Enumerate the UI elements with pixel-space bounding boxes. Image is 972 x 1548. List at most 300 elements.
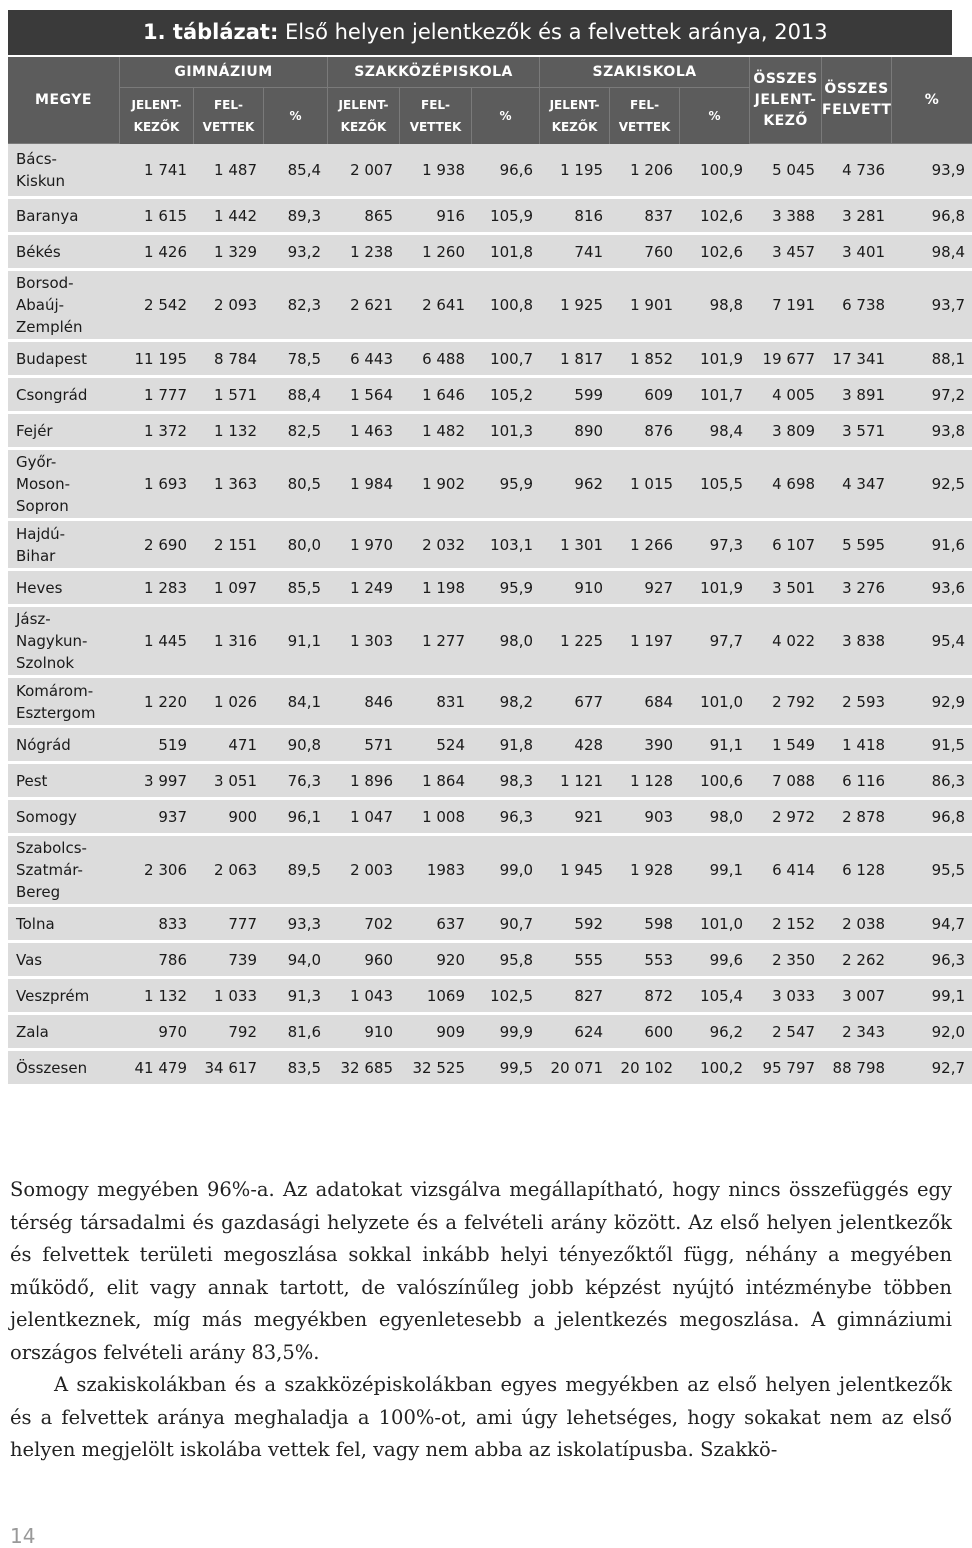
cell-szki-jelentkezok: 592 xyxy=(540,907,610,943)
cell-szkp-felvettek: 1 277 xyxy=(400,607,472,678)
cell-szki-felvettek: 1 901 xyxy=(610,271,680,342)
cell-osszes-jelentkezo: 2 972 xyxy=(750,800,822,836)
cell-szki-percent: 91,1 xyxy=(680,728,750,764)
cell-szki-jelentkezok: 1 301 xyxy=(540,521,610,571)
cell-szki-jelentkezok: 20 071 xyxy=(540,1051,610,1087)
cell-szki-felvettek: 598 xyxy=(610,907,680,943)
cell-szki-felvettek: 837 xyxy=(610,199,680,235)
cell-szkp-percent: 95,9 xyxy=(472,450,540,521)
cell-gim-percent: 84,1 xyxy=(264,678,328,728)
cell-osszes-felvett: 5 595 xyxy=(822,521,892,571)
cell-szki-felvettek: 872 xyxy=(610,979,680,1015)
cell-gim-felvettek: 1 363 xyxy=(194,450,264,521)
header-gimnazium: GIMNÁZIUM xyxy=(120,57,328,88)
page-number: 14 xyxy=(10,1524,36,1548)
header-gim-felvettek: FEL- VETTEK xyxy=(194,88,264,144)
cell-gim-felvettek: 2 151 xyxy=(194,521,264,571)
cell-szkp-jelentkezok: 1 043 xyxy=(328,979,400,1015)
cell-gim-felvettek: 1 571 xyxy=(194,378,264,414)
county-name: Összesen xyxy=(8,1051,120,1087)
cell-szkp-jelentkezok: 6 443 xyxy=(328,342,400,378)
county-name: Nógrád xyxy=(8,728,120,764)
cell-osszes-jelentkezo: 3 033 xyxy=(750,979,822,1015)
cell-osszes-percent: 92,5 xyxy=(892,450,972,521)
cell-szki-felvettek: 760 xyxy=(610,235,680,271)
table-row xyxy=(8,979,972,1015)
cell-szkp-jelentkezok: 1 896 xyxy=(328,764,400,800)
cell-osszes-jelentkezo: 4 005 xyxy=(750,378,822,414)
cell-szki-jelentkezok: 827 xyxy=(540,979,610,1015)
cell-osszes-jelentkezo: 6 107 xyxy=(750,521,822,571)
header-szkp-felvettek: FEL- VETTEK xyxy=(400,88,472,144)
cell-osszes-percent: 92,0 xyxy=(892,1015,972,1051)
cell-osszes-felvett: 3 838 xyxy=(822,607,892,678)
cell-szkp-percent: 100,7 xyxy=(472,342,540,378)
cell-osszes-felvett: 3 007 xyxy=(822,979,892,1015)
cell-szkp-jelentkezok: 571 xyxy=(328,728,400,764)
cell-gim-felvettek: 792 xyxy=(194,1015,264,1051)
cell-szki-jelentkezok: 921 xyxy=(540,800,610,836)
cell-gim-percent: 93,2 xyxy=(264,235,328,271)
cell-gim-felvettek: 34 617 xyxy=(194,1051,264,1087)
cell-osszes-percent: 96,8 xyxy=(892,800,972,836)
cell-osszes-jelentkezo: 3 501 xyxy=(750,571,822,607)
cell-szkp-jelentkezok: 1 564 xyxy=(328,378,400,414)
cell-osszes-jelentkezo: 4 698 xyxy=(750,450,822,521)
cell-gim-felvettek: 1 487 xyxy=(194,144,264,199)
table-row xyxy=(8,836,972,907)
cell-szki-percent: 98,8 xyxy=(680,271,750,342)
cell-szki-felvettek: 876 xyxy=(610,414,680,450)
cell-gim-percent: 89,3 xyxy=(264,199,328,235)
cell-szkp-jelentkezok: 1 249 xyxy=(328,571,400,607)
cell-szkp-percent: 99,5 xyxy=(472,1051,540,1087)
cell-osszes-percent: 93,6 xyxy=(892,571,972,607)
cell-szkp-felvettek: 1983 xyxy=(400,836,472,907)
cell-szkp-felvettek: 1069 xyxy=(400,979,472,1015)
cell-osszes-percent: 86,3 xyxy=(892,764,972,800)
header-szakiskola: SZAKISKOLA xyxy=(540,57,750,88)
cell-szkp-felvettek: 1 008 xyxy=(400,800,472,836)
cell-osszes-percent: 88,1 xyxy=(892,342,972,378)
cell-szki-felvettek: 684 xyxy=(610,678,680,728)
cell-szkp-percent: 102,5 xyxy=(472,979,540,1015)
cell-gim-jelentkezok: 2 690 xyxy=(120,521,194,571)
cell-osszes-felvett: 6 128 xyxy=(822,836,892,907)
cell-szkp-felvettek: 1 482 xyxy=(400,414,472,450)
cell-osszes-percent: 91,6 xyxy=(892,521,972,571)
county-name: Baranya xyxy=(8,199,120,235)
cell-szkp-jelentkezok: 1 238 xyxy=(328,235,400,271)
cell-gim-percent: 91,3 xyxy=(264,979,328,1015)
cell-osszes-percent: 94,7 xyxy=(892,907,972,943)
cell-szkp-felvettek: 6 488 xyxy=(400,342,472,378)
cell-osszes-jelentkezo: 3 388 xyxy=(750,199,822,235)
table-row xyxy=(8,907,972,943)
cell-szki-percent: 97,7 xyxy=(680,607,750,678)
cell-gim-percent: 85,4 xyxy=(264,144,328,199)
county-name: Komárom- Esztergom xyxy=(8,678,120,728)
cell-osszes-percent: 99,1 xyxy=(892,979,972,1015)
cell-gim-felvettek: 2 093 xyxy=(194,271,264,342)
cell-szki-percent: 99,1 xyxy=(680,836,750,907)
cell-gim-jelentkezok: 1 426 xyxy=(120,235,194,271)
cell-osszes-jelentkezo: 6 414 xyxy=(750,836,822,907)
cell-szkp-jelentkezok: 865 xyxy=(328,199,400,235)
cell-gim-jelentkezok: 1 283 xyxy=(120,571,194,607)
cell-szkp-jelentkezok: 1 984 xyxy=(328,450,400,521)
cell-szki-felvettek: 609 xyxy=(610,378,680,414)
table-body xyxy=(8,144,972,1087)
table-row xyxy=(8,450,972,521)
cell-gim-percent: 88,4 xyxy=(264,378,328,414)
cell-osszes-jelentkezo: 19 677 xyxy=(750,342,822,378)
cell-gim-felvettek: 1 442 xyxy=(194,199,264,235)
table-row xyxy=(8,342,972,378)
cell-gim-jelentkezok: 1 445 xyxy=(120,607,194,678)
cell-szkp-jelentkezok: 2 007 xyxy=(328,144,400,199)
cell-szkp-percent: 90,7 xyxy=(472,907,540,943)
cell-szki-jelentkezok: 677 xyxy=(540,678,610,728)
cell-szki-felvettek: 903 xyxy=(610,800,680,836)
cell-szkp-felvettek: 637 xyxy=(400,907,472,943)
cell-osszes-percent: 96,8 xyxy=(892,199,972,235)
cell-osszes-jelentkezo: 3 809 xyxy=(750,414,822,450)
cell-osszes-jelentkezo: 5 045 xyxy=(750,144,822,199)
cell-gim-jelentkezok: 2 306 xyxy=(120,836,194,907)
cell-gim-percent: 93,3 xyxy=(264,907,328,943)
header-gim-jelentkezok: JELENT- KEZŐK xyxy=(120,88,194,144)
cell-osszes-felvett: 6 738 xyxy=(822,271,892,342)
cell-osszes-percent: 91,5 xyxy=(892,728,972,764)
county-name: Tolna xyxy=(8,907,120,943)
header-szkp-jelentkezok: JELENT- KEZŐK xyxy=(328,88,400,144)
table-row xyxy=(8,764,972,800)
cell-szki-percent: 98,4 xyxy=(680,414,750,450)
cell-szki-felvettek: 1 266 xyxy=(610,521,680,571)
cell-szkp-felvettek: 32 525 xyxy=(400,1051,472,1087)
cell-szki-percent: 96,2 xyxy=(680,1015,750,1051)
cell-osszes-percent: 93,7 xyxy=(892,271,972,342)
cell-szkp-felvettek: 1 938 xyxy=(400,144,472,199)
header-gim-percent: % xyxy=(264,88,328,144)
cell-gim-percent: 90,8 xyxy=(264,728,328,764)
cell-szkp-percent: 101,8 xyxy=(472,235,540,271)
cell-szki-felvettek: 1 015 xyxy=(610,450,680,521)
cell-szki-jelentkezok: 1 195 xyxy=(540,144,610,199)
cell-gim-percent: 80,0 xyxy=(264,521,328,571)
cell-szkp-percent: 105,2 xyxy=(472,378,540,414)
cell-szki-jelentkezok: 1 225 xyxy=(540,607,610,678)
cell-szki-felvettek: 927 xyxy=(610,571,680,607)
cell-osszes-felvett: 2 038 xyxy=(822,907,892,943)
table-row xyxy=(8,571,972,607)
cell-szki-percent: 97,3 xyxy=(680,521,750,571)
cell-szkp-percent: 98,3 xyxy=(472,764,540,800)
header-megye: MEGYE xyxy=(8,57,120,144)
cell-osszes-percent: 95,5 xyxy=(892,836,972,907)
cell-gim-felvettek: 1 097 xyxy=(194,571,264,607)
cell-szki-jelentkezok: 1 925 xyxy=(540,271,610,342)
cell-osszes-jelentkezo: 2 152 xyxy=(750,907,822,943)
cell-szkp-felvettek: 831 xyxy=(400,678,472,728)
cell-gim-percent: 96,1 xyxy=(264,800,328,836)
cell-gim-jelentkezok: 1 615 xyxy=(120,199,194,235)
cell-szki-percent: 101,0 xyxy=(680,678,750,728)
admission-table xyxy=(8,57,972,1087)
table-row xyxy=(8,1015,972,1051)
table-row xyxy=(8,678,972,728)
cell-szki-jelentkezok: 428 xyxy=(540,728,610,764)
county-name: Bács- Kiskun xyxy=(8,144,120,199)
cell-gim-jelentkezok: 41 479 xyxy=(120,1051,194,1087)
cell-osszes-jelentkezo: 2 350 xyxy=(750,943,822,979)
cell-gim-felvettek: 739 xyxy=(194,943,264,979)
cell-szkp-felvettek: 1 198 xyxy=(400,571,472,607)
table-row xyxy=(8,235,972,271)
county-name: Hajdú- Bihar xyxy=(8,521,120,571)
county-name: Budapest xyxy=(8,342,120,378)
cell-szki-percent: 101,7 xyxy=(680,378,750,414)
cell-szkp-percent: 99,9 xyxy=(472,1015,540,1051)
cell-osszes-felvett: 2 878 xyxy=(822,800,892,836)
table-title-prefix: 1. táblázat: xyxy=(143,20,279,44)
county-name: Csongrád xyxy=(8,378,120,414)
cell-gim-percent: 82,5 xyxy=(264,414,328,450)
cell-gim-felvettek: 1 329 xyxy=(194,235,264,271)
county-name: Vas xyxy=(8,943,120,979)
cell-szkp-jelentkezok: 1 970 xyxy=(328,521,400,571)
cell-osszes-felvett: 88 798 xyxy=(822,1051,892,1087)
cell-osszes-percent: 93,8 xyxy=(892,414,972,450)
cell-szki-felvettek: 600 xyxy=(610,1015,680,1051)
cell-gim-percent: 91,1 xyxy=(264,607,328,678)
county-name: Borsod- Abaúj- Zemplén xyxy=(8,271,120,342)
paragraph-1: Somogy megyében 96%-a. Az adatokat vizsgálva megállapítható, hogy nincs összefüggés egy térség társadalmi és gazdasági helyzete és a felvételi arány között. Az első helyen jelentkezők és felvettek területi megoszlása sokkal inkább helyi tényezőktől függ, néhány a megyében működő, elit vagy annak tartott, de valószínűleg jobb képzést nyújtó intézménybe többen jelentkeznek, míg más megyékben egyenletesebb a jelentkezés megoszlása. A gimnáziumi országos felvételi arány 83,5%. xyxy=(10,1178,952,1364)
paragraph-2: A szakiskolákban és a szakközépiskolákban egyes megyékben az első helyen jelentkezők és a felvettek aránya meghaladja a 100%-ot, ami úgy lehetséges, hogy sokakat nem az első helyen megjelölt iskolába vettek fel, vagy nem abba az iskolatípusba. Szakkö- xyxy=(10,1373,952,1461)
cell-szkp-percent: 95,9 xyxy=(472,571,540,607)
cell-gim-jelentkezok: 937 xyxy=(120,800,194,836)
cell-osszes-felvett: 17 341 xyxy=(822,342,892,378)
cell-szkp-felvettek: 1 902 xyxy=(400,450,472,521)
cell-szkp-felvettek: 1 260 xyxy=(400,235,472,271)
cell-szkp-felvettek: 1 864 xyxy=(400,764,472,800)
cell-gim-jelentkezok: 970 xyxy=(120,1015,194,1051)
cell-osszes-felvett: 3 571 xyxy=(822,414,892,450)
table-row xyxy=(8,414,972,450)
table-row xyxy=(8,1051,972,1087)
header-row-groups xyxy=(8,57,972,88)
county-name: Heves xyxy=(8,571,120,607)
table-row xyxy=(8,199,972,235)
cell-szki-jelentkezok: 741 xyxy=(540,235,610,271)
cell-szkp-jelentkezok: 2 621 xyxy=(328,271,400,342)
cell-osszes-felvett: 2 593 xyxy=(822,678,892,728)
cell-szkp-percent: 105,9 xyxy=(472,199,540,235)
cell-gim-percent: 82,3 xyxy=(264,271,328,342)
county-name: Jász- Nagykun- Szolnok xyxy=(8,607,120,678)
cell-gim-felvettek: 1 033 xyxy=(194,979,264,1015)
cell-szki-percent: 101,9 xyxy=(680,342,750,378)
table-row xyxy=(8,607,972,678)
cell-gim-percent: 80,5 xyxy=(264,450,328,521)
cell-szki-percent: 105,5 xyxy=(680,450,750,521)
table-title-text: Első helyen jelentkezők és a felvettek aránya, 2013 xyxy=(285,20,828,44)
cell-osszes-felvett: 3 401 xyxy=(822,235,892,271)
cell-szki-jelentkezok: 1 945 xyxy=(540,836,610,907)
cell-gim-jelentkezok: 1 132 xyxy=(120,979,194,1015)
cell-szkp-jelentkezok: 2 003 xyxy=(328,836,400,907)
header-osszes-percent: % xyxy=(892,57,972,144)
cell-szkp-felvettek: 920 xyxy=(400,943,472,979)
table-row xyxy=(8,728,972,764)
cell-szki-jelentkezok: 1 817 xyxy=(540,342,610,378)
cell-szki-jelentkezok: 599 xyxy=(540,378,610,414)
cell-osszes-jelentkezo: 2 792 xyxy=(750,678,822,728)
cell-osszes-jelentkezo: 4 022 xyxy=(750,607,822,678)
cell-gim-jelentkezok: 1 220 xyxy=(120,678,194,728)
cell-szki-percent: 99,6 xyxy=(680,943,750,979)
cell-szki-jelentkezok: 890 xyxy=(540,414,610,450)
cell-gim-percent: 89,5 xyxy=(264,836,328,907)
county-name: Pest xyxy=(8,764,120,800)
cell-szkp-jelentkezok: 32 685 xyxy=(328,1051,400,1087)
cell-gim-percent: 78,5 xyxy=(264,342,328,378)
table-row xyxy=(8,144,972,199)
cell-szkp-jelentkezok: 1 047 xyxy=(328,800,400,836)
cell-gim-percent: 81,6 xyxy=(264,1015,328,1051)
cell-szki-percent: 100,2 xyxy=(680,1051,750,1087)
header-osszes-jelentkezo: ÖSSZES JELENT- KEZŐ xyxy=(750,57,822,144)
cell-gim-jelentkezok: 2 542 xyxy=(120,271,194,342)
cell-gim-jelentkezok: 833 xyxy=(120,907,194,943)
cell-gim-jelentkezok: 519 xyxy=(120,728,194,764)
cell-szkp-felvettek: 2 641 xyxy=(400,271,472,342)
cell-szki-jelentkezok: 1 121 xyxy=(540,764,610,800)
cell-szki-felvettek: 390 xyxy=(610,728,680,764)
cell-gim-jelentkezok: 1 777 xyxy=(120,378,194,414)
county-name: Győr- Moson- Sopron xyxy=(8,450,120,521)
table-row xyxy=(8,943,972,979)
cell-gim-felvettek: 1 026 xyxy=(194,678,264,728)
county-name: Szabolcs- Szatmár- Bereg xyxy=(8,836,120,907)
cell-osszes-percent: 92,9 xyxy=(892,678,972,728)
cell-osszes-jelentkezo: 1 549 xyxy=(750,728,822,764)
cell-szki-percent: 102,6 xyxy=(680,235,750,271)
county-name: Somogy xyxy=(8,800,120,836)
cell-osszes-percent: 93,9 xyxy=(892,144,972,199)
cell-szkp-percent: 91,8 xyxy=(472,728,540,764)
cell-szkp-felvettek: 1 646 xyxy=(400,378,472,414)
cell-szki-felvettek: 553 xyxy=(610,943,680,979)
cell-szkp-percent: 96,3 xyxy=(472,800,540,836)
cell-szkp-felvettek: 2 032 xyxy=(400,521,472,571)
cell-szki-jelentkezok: 962 xyxy=(540,450,610,521)
cell-osszes-percent: 97,2 xyxy=(892,378,972,414)
cell-osszes-felvett: 2 262 xyxy=(822,943,892,979)
cell-szki-percent: 101,9 xyxy=(680,571,750,607)
cell-osszes-jelentkezo: 7 088 xyxy=(750,764,822,800)
cell-osszes-percent: 98,4 xyxy=(892,235,972,271)
cell-gim-jelentkezok: 1 741 xyxy=(120,144,194,199)
cell-osszes-felvett: 1 418 xyxy=(822,728,892,764)
cell-osszes-felvett: 4 347 xyxy=(822,450,892,521)
cell-szki-jelentkezok: 624 xyxy=(540,1015,610,1051)
cell-osszes-jelentkezo: 7 191 xyxy=(750,271,822,342)
cell-szkp-jelentkezok: 910 xyxy=(328,1015,400,1051)
cell-osszes-percent: 92,7 xyxy=(892,1051,972,1087)
cell-gim-felvettek: 777 xyxy=(194,907,264,943)
cell-szki-jelentkezok: 555 xyxy=(540,943,610,979)
cell-szkp-felvettek: 909 xyxy=(400,1015,472,1051)
cell-szki-felvettek: 1 197 xyxy=(610,607,680,678)
cell-szki-felvettek: 20 102 xyxy=(610,1051,680,1087)
cell-osszes-percent: 96,3 xyxy=(892,943,972,979)
table-row xyxy=(8,800,972,836)
cell-gim-felvettek: 2 063 xyxy=(194,836,264,907)
county-name: Békés xyxy=(8,235,120,271)
cell-szki-percent: 101,0 xyxy=(680,907,750,943)
cell-szki-percent: 100,6 xyxy=(680,764,750,800)
cell-gim-jelentkezok: 1 693 xyxy=(120,450,194,521)
cell-szkp-felvettek: 916 xyxy=(400,199,472,235)
cell-gim-jelentkezok: 11 195 xyxy=(120,342,194,378)
cell-szkp-percent: 98,0 xyxy=(472,607,540,678)
cell-szki-percent: 100,9 xyxy=(680,144,750,199)
header-szki-percent: % xyxy=(680,88,750,144)
cell-gim-jelentkezok: 786 xyxy=(120,943,194,979)
cell-gim-felvettek: 3 051 xyxy=(194,764,264,800)
table-row xyxy=(8,521,972,571)
cell-gim-percent: 94,0 xyxy=(264,943,328,979)
cell-szki-felvettek: 1 128 xyxy=(610,764,680,800)
cell-szkp-percent: 99,0 xyxy=(472,836,540,907)
cell-szki-jelentkezok: 816 xyxy=(540,199,610,235)
cell-gim-percent: 85,5 xyxy=(264,571,328,607)
header-szki-felvettek: FEL- VETTEK xyxy=(610,88,680,144)
table-title xyxy=(143,20,828,44)
cell-szkp-percent: 100,8 xyxy=(472,271,540,342)
cell-osszes-jelentkezo: 2 547 xyxy=(750,1015,822,1051)
cell-szki-jelentkezok: 910 xyxy=(540,571,610,607)
cell-osszes-jelentkezo: 3 457 xyxy=(750,235,822,271)
cell-szkp-jelentkezok: 1 463 xyxy=(328,414,400,450)
header-szki-jelentkezok: JELENT- KEZŐK xyxy=(540,88,610,144)
table-row xyxy=(8,271,972,342)
cell-szkp-percent: 103,1 xyxy=(472,521,540,571)
cell-osszes-felvett: 6 116 xyxy=(822,764,892,800)
cell-gim-jelentkezok: 1 372 xyxy=(120,414,194,450)
cell-osszes-felvett: 3 891 xyxy=(822,378,892,414)
header-szkp-percent: % xyxy=(472,88,540,144)
cell-szkp-percent: 101,3 xyxy=(472,414,540,450)
cell-osszes-felvett: 4 736 xyxy=(822,144,892,199)
cell-osszes-felvett: 3 281 xyxy=(822,199,892,235)
cell-szkp-jelentkezok: 702 xyxy=(328,907,400,943)
cell-gim-jelentkezok: 3 997 xyxy=(120,764,194,800)
cell-gim-felvettek: 471 xyxy=(194,728,264,764)
cell-szkp-percent: 98,2 xyxy=(472,678,540,728)
county-name: Zala xyxy=(8,1015,120,1051)
county-name: Veszprém xyxy=(8,979,120,1015)
cell-szki-felvettek: 1 852 xyxy=(610,342,680,378)
table-row xyxy=(8,378,972,414)
header-szakkozepiskola: SZAKKÖZÉPISKOLA xyxy=(328,57,540,88)
cell-gim-percent: 76,3 xyxy=(264,764,328,800)
cell-szkp-percent: 95,8 xyxy=(472,943,540,979)
cell-gim-felvettek: 1 132 xyxy=(194,414,264,450)
cell-szkp-jelentkezok: 1 303 xyxy=(328,607,400,678)
